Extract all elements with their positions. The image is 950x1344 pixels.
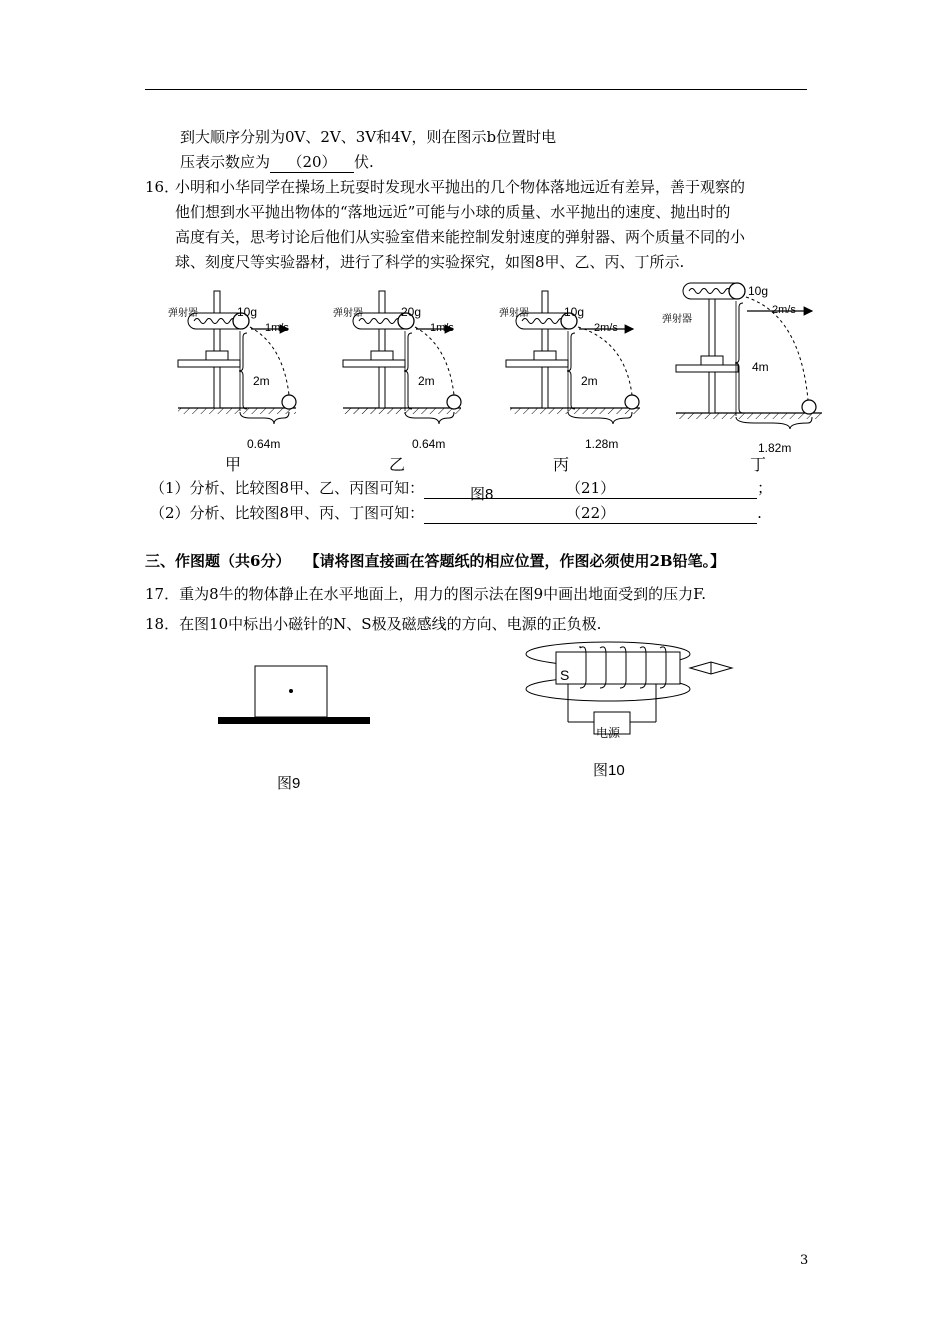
- q16-sub2: （2）分析、比较图8甲、丙、丁图可知： （22） .: [150, 504, 762, 522]
- q18: 18．在图10中标出小磁针的N、S极及磁感线的方向、电源的正负极.: [145, 615, 602, 633]
- panel-jia: [168, 291, 296, 451]
- svg-text:1.82m: 1.82m: [758, 441, 792, 455]
- panel-bing: [499, 291, 640, 451]
- section3-heading: 三、作图题（共6分） 【请将图直接画在答题纸的相应位置，作图必须使用2B铅笔。】: [145, 552, 726, 570]
- svg-text:弹射器: 弹射器: [333, 308, 363, 319]
- q15-line2: 压表示数应为 （20） 伏.: [180, 153, 374, 171]
- q16-sub1: （1）分析、比较图8甲、乙、丙图可知： （21） ；: [150, 479, 773, 497]
- header-rule: [145, 89, 807, 90]
- q16-number: 16．: [145, 178, 180, 196]
- q15-line1: 到大顺序分别为0V、2V、3V和4V，则在图示b位置时电: [180, 128, 557, 146]
- svg-text:2m: 2m: [581, 374, 598, 388]
- svg-text:弹射器: 弹射器: [662, 314, 692, 325]
- ground-surface: [218, 717, 370, 724]
- panel-label-yi: 乙: [389, 455, 406, 474]
- svg-text:10g: 10g: [748, 284, 769, 298]
- svg-text:10g: 10g: [564, 305, 585, 319]
- svg-text:1m/s: 1m/s: [430, 322, 454, 334]
- figure-10-caption: 图10: [593, 762, 625, 779]
- svg-text:1.28m: 1.28m: [585, 437, 619, 451]
- distance-label: 0.64m: [247, 437, 281, 451]
- answer-blank-22[interactable]: （22）: [424, 503, 757, 524]
- figure-9: [215, 660, 375, 730]
- center-point: [289, 689, 293, 693]
- svg-text:弹射器: 弹射器: [499, 308, 529, 319]
- panel-ding: [662, 283, 822, 455]
- svg-text:20g: 20g: [401, 305, 422, 319]
- q16-line2: 他们想到水平抛出物体的“落地远近”可能与小球的质量、水平抛出的速度、抛出时的: [175, 203, 731, 221]
- svg-text:2m: 2m: [418, 374, 435, 388]
- panel-label-ding: 丁: [750, 455, 767, 474]
- panel-label-bing: 丙: [553, 455, 570, 474]
- q16-line1: 小明和小华同学在操场上玩耍时发现水平抛出的几个物体落地远近有差异，善于观察的: [175, 178, 746, 196]
- q17: 17．重为8牛的物体静止在水平地面上，用力的图示法在图9中画出地面受到的压力F.: [145, 585, 707, 603]
- answer-blank-20[interactable]: （20）: [270, 152, 354, 173]
- svg-text:4m: 4m: [752, 360, 769, 374]
- answer-blank-21[interactable]: （21）: [424, 478, 757, 499]
- figure-9-caption: 图9: [277, 775, 301, 792]
- power-source-label: 电源: [596, 726, 621, 740]
- figure-8: [0, 275, 950, 480]
- svg-text:0.64m: 0.64m: [412, 437, 446, 451]
- speed-label: 1m/s: [265, 322, 289, 334]
- mass-label: 10g: [237, 305, 258, 319]
- q16-line4: 球、刻度尺等实验器材，进行了科学的实验探究，如图8甲、乙、丙、丁所示.: [175, 253, 685, 271]
- svg-text:2m/s: 2m/s: [772, 304, 796, 316]
- figure-10: [520, 636, 740, 746]
- panel-yi: [333, 291, 461, 451]
- launcher-label: 弹射器: [168, 308, 198, 319]
- height-label: 2m: [253, 374, 270, 388]
- q16-line3: 高度有关，思考讨论后他们从实验室借来能控制发射速度的弹射器、两个质量不同的小: [175, 228, 746, 246]
- solenoid-core: [556, 652, 680, 684]
- page-number: 3: [800, 1253, 809, 1268]
- svg-text:2m/s: 2m/s: [594, 322, 618, 334]
- panel-label-jia: 甲: [225, 455, 242, 474]
- pole-label-s: S: [560, 667, 570, 683]
- figure-8-caption: 图8: [470, 486, 494, 503]
